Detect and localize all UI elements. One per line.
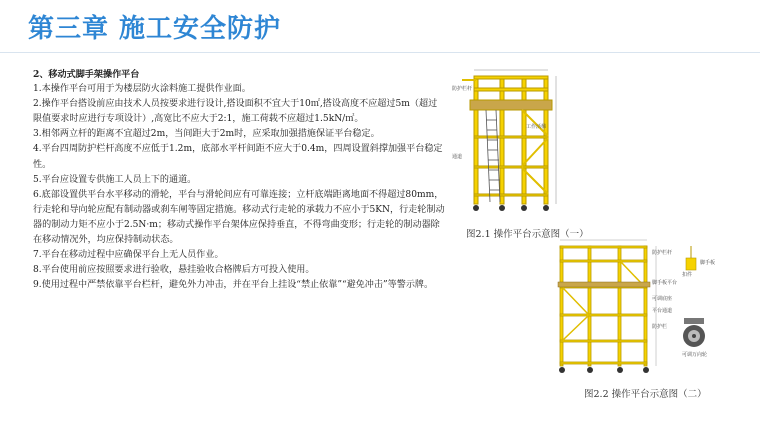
paragraph-2: 2.操作平台搭设前应由技术人员按要求进行设计,搭设面积不宜大于10㎡,搭设高度不应超过5m（超过限值要求时应进行专项设计）,高宽比不应大于2:1，施工荷载不应超过1.5kN/㎡。 [33, 99, 438, 125]
paragraph-4: 4.平台四周防护栏杆高度不应低于1.2m，底部水平杆间距不应大于0.4m，四周设置斜撑加强平台稳定性。 [33, 144, 443, 170]
paragraph-6: 6.底部设置供平台水平移动的滑轮，平台与滑轮间应有可靠连接；立杆底端距离地面不得超过80mm，行走轮和导向轮应配有制动器或刹车闸等固定措施。移动式行走轮的承载力不应小于5KN，行走轮制动器的制动力矩不应小于2.5N·m；移动式操作平台架体应保持垂直，不得弯曲变形；行走轮的制动器除在移动情况外，均应保持制动状态。 [33, 189, 445, 246]
fig2-label-guard: 防护栏 [652, 324, 668, 330]
figure-1-caption: 图2.1 操作平台示意图（一） [466, 229, 589, 240]
paragraph-1: 1.本操作平台可用于为楼层防火涂料施工提供作业面。 [33, 84, 251, 95]
paragraph-3: 3.相邻两立杆的距离不宜超过2m，当间距大于2m时，应采取加强措施保证平台稳定。 [33, 129, 380, 140]
paragraph-9: 9.使用过程中严禁依靠平台栏杆，避免外力冲击，并在平台上挂设“禁止依靠”“避免冲击”等警示牌。 [33, 280, 434, 291]
fig2-label-board: 脚手板 [700, 260, 716, 266]
body-text [33, 67, 445, 293]
paragraph-5: 5.平台应设置专供施工人员上下的通道。 [33, 174, 197, 185]
section-heading: 2、移动式脚手架操作平台 [33, 69, 140, 80]
page-title: 第三章 施工安全防护 [28, 14, 282, 44]
caster-wheel-icon [683, 318, 705, 347]
fig1-label-ladder: 工作活梯 [526, 124, 547, 130]
fig2-label-platform: 脚手板平台 [652, 280, 678, 286]
fig1-label-passage: 通道 [452, 154, 463, 160]
figure-2-caption: 图2.2 操作平台示意图（二） [584, 389, 707, 400]
figure-2-scaffold-drawing [548, 236, 728, 378]
fig2-label-base: 可调底座 [652, 296, 673, 302]
figure-1-scaffold-drawing [452, 66, 562, 216]
title-divider [0, 52, 760, 53]
fig1-label-railing: 防护栏杆 [452, 86, 473, 92]
fig2-label-passage: 平台通道 [652, 308, 673, 314]
fig2-label-caster: 可调万向轮 [682, 352, 708, 358]
paragraph-8: 8.平台使用前应按照要求进行验收，悬挂验收合格牌后方可投入使用。 [33, 265, 315, 276]
fig2-label-railing: 防护栏杆 [652, 250, 673, 256]
fig2-label-clamp: 扣件 [682, 272, 693, 278]
paragraph-7: 7.平台在移动过程中应确保平台上无人员作业。 [33, 250, 224, 261]
